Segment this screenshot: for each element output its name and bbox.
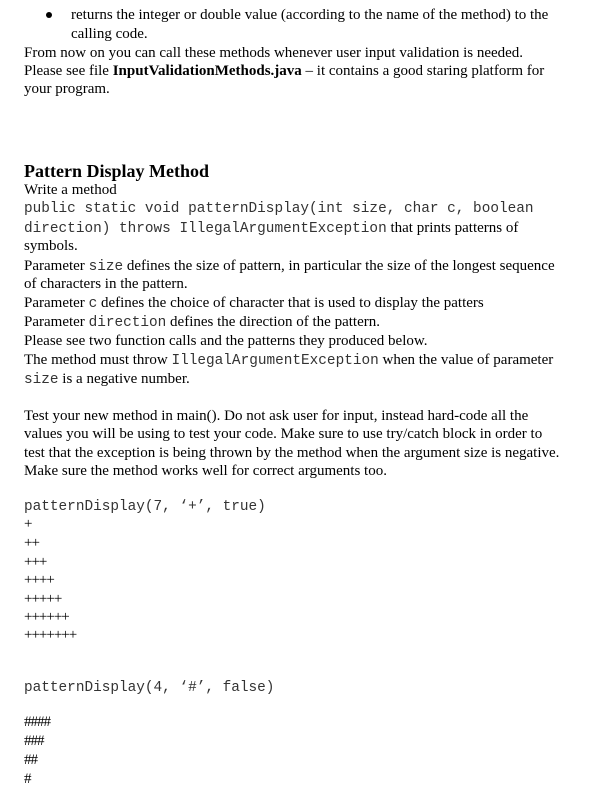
pattern-row: #### xyxy=(24,714,50,730)
signature-line-3: symbols. xyxy=(24,238,78,254)
see-two-line: Please see two function calls and the patterns they produced below. xyxy=(24,333,428,349)
write-line: Write a method xyxy=(24,182,117,198)
bullet-line-2: calling code. xyxy=(71,26,148,42)
pattern-row: ++ xyxy=(24,535,39,551)
pattern-row: ++++ xyxy=(24,572,54,588)
pattern-row: +++++++ xyxy=(24,627,77,643)
example2-call: patternDisplay(4, ‘#’, false) xyxy=(24,680,275,696)
param-direction-line: Parameter direction defines the direction of the pattern. xyxy=(24,314,380,331)
bullet-line-1: returns the integer or double value (according to the name of the method) to the xyxy=(71,7,549,23)
pattern-row: +++ xyxy=(24,554,47,570)
pattern-row: ### xyxy=(24,733,44,749)
throw-line-1: The method must throw IllegalArgumentException when the value of parameter xyxy=(24,352,554,369)
test-line-2: values you will be using to test your code. Make sure to use try/catch block in order to xyxy=(24,426,543,442)
param-size-line-1: Parameter size defines the size of pattern, in particular the size of the longest sequence xyxy=(24,258,555,275)
intro-line-2: Please see file InputValidationMethods.java – it contains a good staring platform for xyxy=(24,63,545,79)
bullet-dot xyxy=(46,12,52,18)
param-c-line: Parameter c defines the choice of character that is used to display the patters xyxy=(24,295,484,312)
pattern-row: ++++++ xyxy=(24,609,69,625)
pattern-row: # xyxy=(24,771,31,787)
section-heading: Pattern Display Method xyxy=(24,161,209,181)
pattern-row: ## xyxy=(24,752,37,768)
signature-line-2: direction) throws IllegalArgumentException that prints patterns of xyxy=(24,220,519,237)
signature-line-1: public static void patternDisplay(int size, char c, boolean xyxy=(24,201,534,217)
file-name: InputValidationMethods.java xyxy=(112,63,302,79)
pattern-row: +++++ xyxy=(24,591,62,607)
example1-call: patternDisplay(7, ‘+’, true) xyxy=(24,499,266,515)
test-line-3: test that the exception is being thrown by the method when the argument size is negative. xyxy=(24,445,560,461)
intro-line-1: From now on you can call these methods whenever user input validation is needed. xyxy=(24,45,524,61)
param-size-line-2: of characters in the pattern. xyxy=(24,276,188,292)
pattern-row: + xyxy=(24,516,32,532)
throw-line-2: size is a negative number. xyxy=(24,371,190,388)
test-line-4: Make sure the method works well for correct arguments too. xyxy=(24,463,387,479)
test-line-1: Test your new method in main(). Do not ask user for input, instead hard-code all the xyxy=(24,408,529,424)
intro-line-3: your program. xyxy=(24,81,110,97)
